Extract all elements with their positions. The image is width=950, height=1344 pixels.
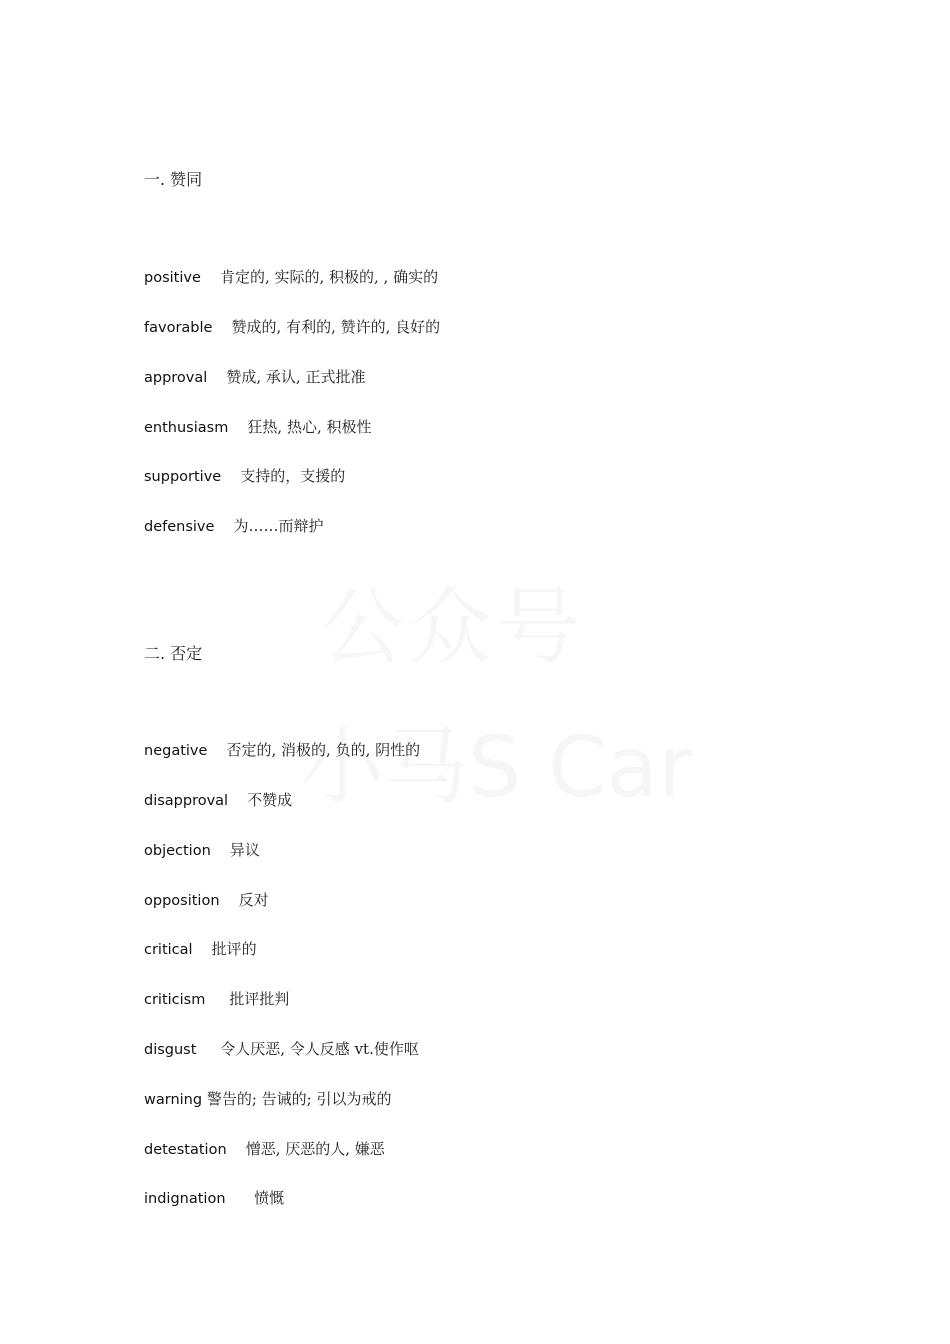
vocab-meaning: 支持的，支援的 xyxy=(240,467,346,485)
vocab-meaning: 异议 xyxy=(229,841,260,859)
vocab-word: critical xyxy=(144,942,193,958)
vocab-word: opposition xyxy=(144,893,220,909)
vocab-entry xyxy=(144,939,257,960)
vocab-word: supportive xyxy=(144,469,222,485)
watermark-line-1 xyxy=(320,560,584,681)
vocab-entry xyxy=(144,317,440,338)
vocab-word: detestation xyxy=(144,1142,227,1158)
vocab-entry xyxy=(144,1039,419,1060)
vocab-meaning: 为……而辩护 xyxy=(233,517,324,535)
vocab-word: favorable xyxy=(144,320,213,336)
vocab-entry xyxy=(144,1188,284,1209)
section-heading-negation: 二. 否定 xyxy=(144,644,203,663)
vocab-meaning: 赞成, 承认, 正式批准 xyxy=(226,368,366,386)
vocab-meaning: 愤慨 xyxy=(254,1189,285,1207)
vocab-entry xyxy=(144,989,289,1010)
vocab-meaning: 赞成的, 有利的, 赞许的, 良好的 xyxy=(231,318,441,336)
vocab-meaning: 警告的; 告诫的; 引以为戒的 xyxy=(206,1090,392,1108)
vocab-entry xyxy=(144,267,438,288)
vocab-word: positive xyxy=(144,270,201,286)
vocab-word: defensive xyxy=(144,519,215,535)
vocab-word: objection xyxy=(144,843,211,859)
vocab-meaning: 反对 xyxy=(238,891,269,909)
vocab-meaning: 批评批判 xyxy=(229,990,290,1008)
vocab-meaning: 憎恶, 厌恶的人, 嫌恶 xyxy=(245,1140,385,1158)
vocab-word: criticism xyxy=(144,992,206,1008)
vocab-meaning: 令人厌恶, 令人反感 vt.使作呕 xyxy=(220,1040,419,1058)
watermark xyxy=(300,560,720,820)
vocab-word: indignation xyxy=(144,1191,226,1207)
vocab-meaning: 批评的 xyxy=(211,940,257,958)
vocab-entry xyxy=(144,740,420,761)
vocab-meaning: 狂热, 热心, 积极性 xyxy=(247,418,372,436)
vocab-word: negative xyxy=(144,743,208,759)
vocab-entry xyxy=(144,790,292,811)
vocab-entry xyxy=(144,417,371,438)
vocab-entry xyxy=(144,890,269,911)
vocab-entry xyxy=(144,1139,385,1160)
vocab-word: warning xyxy=(144,1092,203,1108)
vocab-word: disapproval xyxy=(144,793,229,809)
vocab-entry xyxy=(144,466,345,487)
vocab-meaning: 不赞成 xyxy=(247,791,293,809)
vocab-entry xyxy=(144,516,324,537)
vocab-entry xyxy=(144,840,260,861)
vocab-meaning: 肯定的, 实际的, 积极的, , 确实的 xyxy=(219,268,439,286)
vocab-word: enthusiasm xyxy=(144,420,229,436)
section-heading-approval: 一. 赞同 xyxy=(144,170,203,189)
vocab-entry xyxy=(144,1089,392,1110)
vocab-entry xyxy=(144,367,365,388)
vocab-word: disgust xyxy=(144,1042,197,1058)
vocab-word: approval xyxy=(144,370,208,386)
vocab-meaning: 否定的, 消极的, 负的, 阴性的 xyxy=(226,741,421,759)
